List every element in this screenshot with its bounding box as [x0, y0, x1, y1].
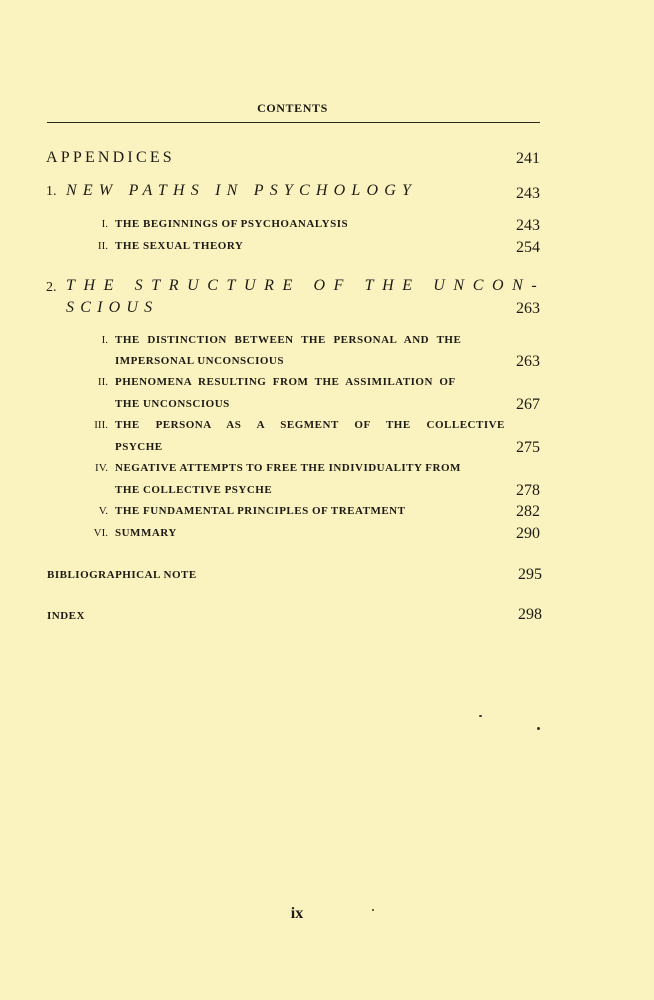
- part2-section-2-line1: PHENOMENA RESULTING FROM THE ASSIMILATION OF: [115, 376, 456, 388]
- part2-page: 263: [516, 300, 540, 317]
- bibliography-page: 295: [518, 566, 542, 583]
- paper-speck: [479, 715, 482, 717]
- part2-section-4-line1: NEGATIVE ATTEMPTS TO FREE THE INDIVIDUALITY FROM: [115, 462, 461, 474]
- page-header: CONTENTS: [257, 101, 328, 115]
- bibliography-heading: BIBLIOGRAPHICAL NOTE: [47, 569, 197, 581]
- part2-section-4-page: 278: [516, 482, 540, 499]
- part1-section-1-page: 243: [516, 217, 540, 234]
- part2-section-3-roman: III.: [94, 419, 108, 431]
- part2-section-5-title: THE FUNDAMENTAL PRINCIPLES OF TREATMENT: [115, 505, 406, 517]
- paper-speck: [537, 727, 540, 730]
- part2-title-line1: THE STRUCTURE OF THE UNCON-: [66, 277, 546, 294]
- part2-section-4-roman: IV.: [95, 462, 108, 474]
- part2-section-2-roman: II.: [97, 376, 108, 388]
- header-rule: [47, 122, 540, 123]
- part1-section-1-title: THE BEGINNINGS OF PSYCHOANALYSIS: [115, 218, 349, 230]
- part1-section-2-page: 254: [516, 239, 540, 256]
- part2-title-line2: SCIOUS: [66, 299, 159, 316]
- part1-number: 1.: [46, 184, 57, 199]
- part2-section-2-page: 267: [516, 396, 540, 413]
- index-heading: INDEX: [47, 610, 85, 622]
- part2-section-1-line1: THE DISTINCTION BETWEEN THE PERSONAL AND THE: [115, 334, 462, 346]
- part2-section-2-line2: THE UNCONSCIOUS: [115, 398, 230, 410]
- part2-section-4-line2: THE COLLECTIVE PSYCHE: [115, 484, 273, 496]
- part2-section-6-title: SUMMARY: [115, 527, 177, 539]
- part2-section-3-page: 275: [516, 439, 540, 456]
- paper-speck: [372, 909, 374, 911]
- part1-section-2-title: THE SEXUAL THEORY: [115, 240, 244, 252]
- appendices-page: 241: [516, 150, 540, 167]
- part2-number: 2.: [46, 280, 57, 295]
- part2-section-3-line1: THE PERSONA AS A SEGMENT OF THE COLLECTIVE: [115, 419, 505, 431]
- part1-page: 243: [516, 185, 540, 202]
- part2-section-5-roman: V.: [98, 505, 108, 517]
- part1-section-1-roman: I.: [101, 218, 108, 230]
- part2-section-1-line2: IMPERSONAL UNCONSCIOUS: [115, 355, 284, 367]
- part2-section-3-line2: PSYCHE: [115, 441, 163, 453]
- part1-title: NEW PATHS IN PSYCHOLOGY: [66, 182, 418, 199]
- part2-section-5-page: 282: [516, 503, 540, 520]
- part2-section-1-roman: I.: [101, 334, 108, 346]
- appendices-heading: APPENDICES: [46, 149, 175, 166]
- part2-section-6-page: 290: [516, 525, 540, 542]
- part2-section-6-roman: VI.: [93, 527, 108, 539]
- index-page: 298: [518, 606, 542, 623]
- page-folio: ix: [290, 905, 304, 922]
- part1-section-2-roman: II.: [97, 240, 108, 252]
- part2-section-1-page: 263: [516, 353, 540, 370]
